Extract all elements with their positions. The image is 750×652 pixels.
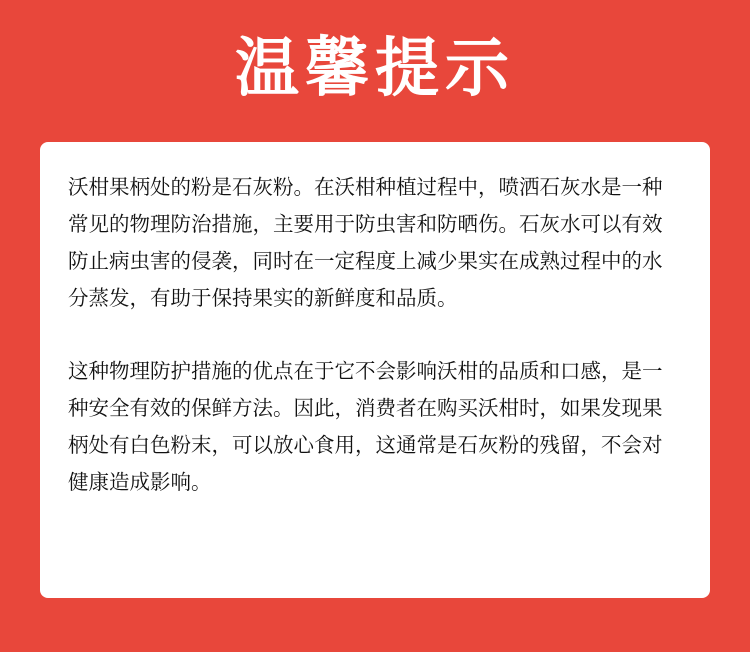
tip-paragraph-2: 这种物理防护措施的优点在于它不会影响沃柑的品质和口感，是一种安全有效的保鲜方法。因此，消费者在购买沃柑时，如果发现果柄处有白色粉末，可以放心食用，这通常是石灰粉的残留，不会对健康造成影响。: [68, 359, 663, 494]
page-title: 温馨提示: [235, 32, 515, 106]
tip-paragraph-1: 沃柑果柄处的粉是石灰粉。在沃柑种植过程中，喷洒石灰水是一种常见的物理防治措施，主要用于防虫害和防晒伤。石灰水可以有效防止病虫害的侵袭，同时在一定程度上减少果实在成熟过程中的水分蒸发，有助于保持果实的新鲜度和品质。: [68, 175, 663, 310]
tip-card: [40, 142, 710, 598]
